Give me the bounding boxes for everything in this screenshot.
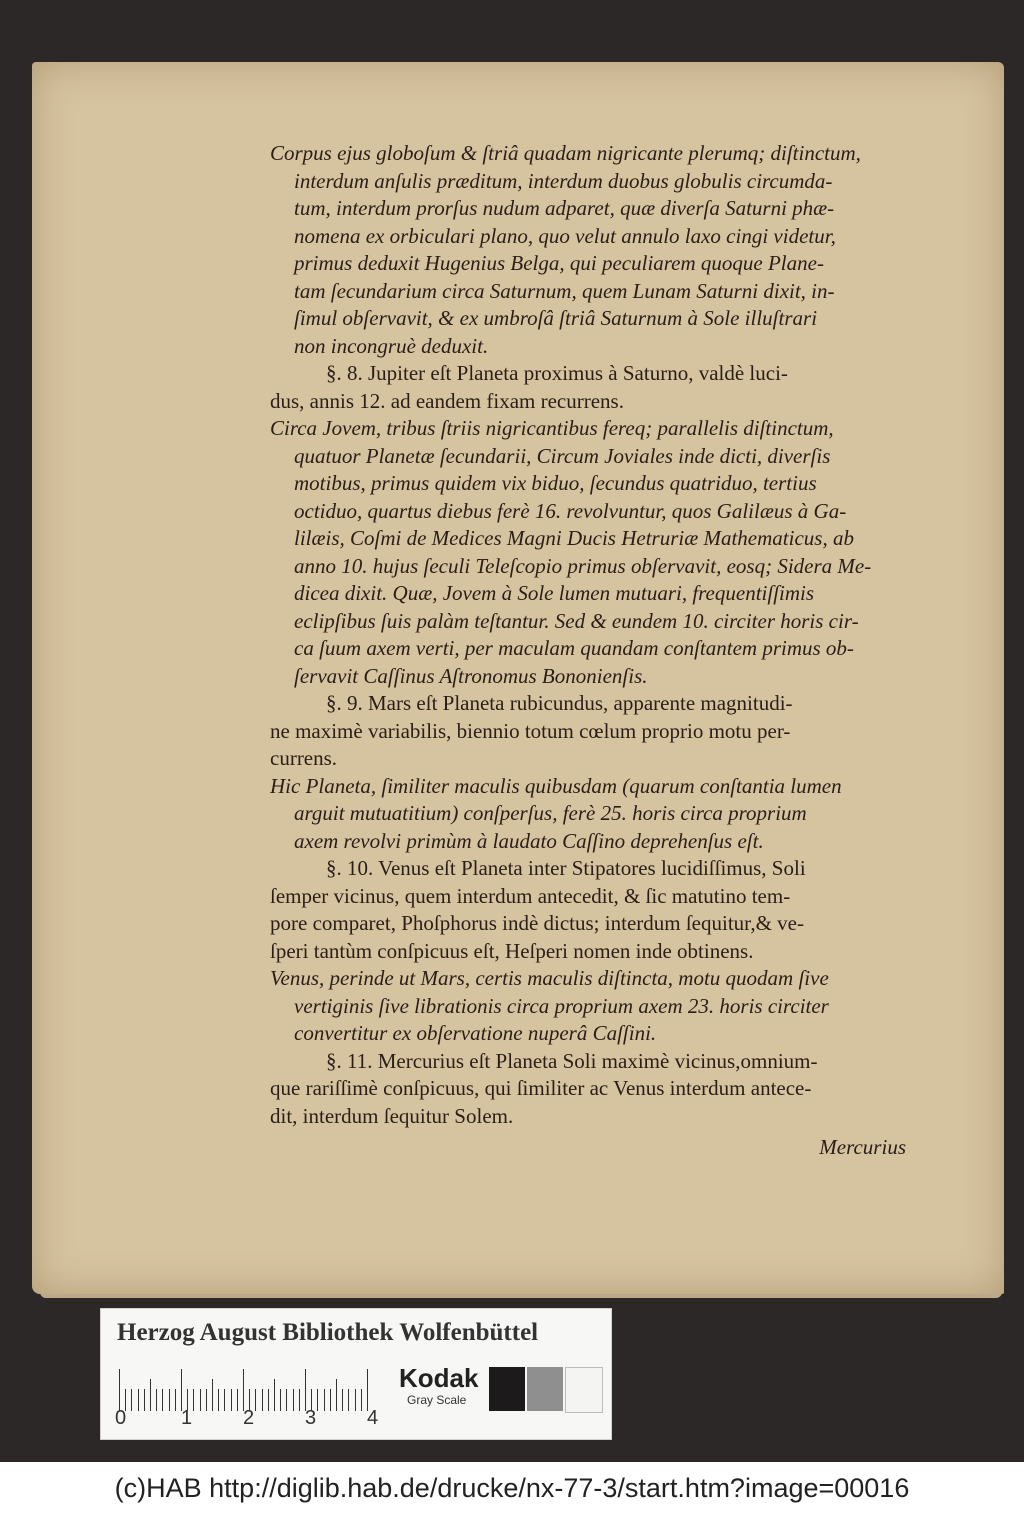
text-line: ca ſuum axem verti, per maculam quandam conſtantem primus ob- [294,636,854,660]
ruler-tick [317,1389,318,1411]
ruler-tick [200,1389,201,1411]
book-text [270,140,906,1162]
text-line: non incongruè deduxit. [294,333,489,358]
text-line: dus, annis 12. ad eandem fixam recurrens. [270,388,624,413]
scale-number-1: 1 [181,1407,193,1429]
text-line: que rariſſimè conſpicuus, qui ſimiliter ac Venus interdum antece- [270,1076,812,1100]
swatch-dark [489,1367,525,1411]
text-line: Circa Jovem, tribus ſtriis nigricantibus fereq; parallelis diſtinctum, [270,416,834,440]
ruler-tick [255,1389,256,1411]
text-line: ſimul obſervavit, & ex umbroſâ ſtriâ Saturnum à Sole illuſtrari [294,306,818,330]
text-line: Venus, perinde ut Mars, certis maculis diſtincta, motu quodam ſive [270,966,829,990]
ruler-tick [169,1389,170,1411]
text-line: tam ſecundarium circa Saturnum, quem Lunam Saturni dixit, in- [294,278,835,303]
text-line: Corpus ejus globoſum & ſtriâ quadam nigricante plerumq; diſtinctum, [270,141,861,165]
text-line: §. 8. Jupiter eſt Planeta proximus à Saturno, valdè luci- [326,361,788,385]
scale-number-2: 2 [243,1407,255,1429]
ruler-tick [138,1389,139,1411]
ruler-tick [361,1389,362,1411]
ruler-tick [162,1389,163,1411]
text-line: §. 10. Venus eſt Planeta inter Stipatores lucidiſſimus, Soli [326,856,806,880]
ruler-tick [181,1369,182,1411]
swatch-light [565,1367,603,1413]
kodak-logo: Kodak [399,1363,479,1393]
ruler-tick [330,1389,331,1411]
text-line: eclipſibus ſuis palàm teſtantur. Sed & eundem 10. circiter horis cir- [294,608,859,633]
text-line: §. 11. Mercurius eſt Planeta Soli maximè vicinus,omnium- [326,1048,818,1073]
text-line: currens. [270,746,338,770]
ruler-tick [131,1389,132,1411]
text-line: tum, interdum prorſus nudum adparet, quæ diverſa Saturni phæ- [294,196,835,220]
ruler-tick [280,1389,281,1411]
color-calibration-card [100,1308,612,1440]
ruler-tick [274,1379,275,1411]
text-line: dit, interdum ſequitur Solem. [270,1103,514,1128]
scale-number-0: 0 [115,1407,127,1429]
text-line: arguit mutuatitium) conſperſus, ferè 25. horis circa proprium [294,801,807,825]
ruler-tick [299,1389,300,1411]
text-lines [270,140,906,1130]
copyright-footer: (c)HAB http://diglib.hab.de/drucke/nx-77-3/start.htm?image=00016 [114,1473,910,1503]
ruler-tick [218,1389,219,1411]
catchword: Mercurius [819,1135,906,1159]
scale-number-3: 3 [305,1407,317,1429]
text-line: anno 10. hujus ſeculi Teleſcopio primus obſervavit, eosq; Sidera Me- [294,553,872,578]
ruler-tick [293,1389,294,1411]
text-line: ne maximè variabilis, biennio totum cœlum proprio motu per- [270,718,791,743]
ruler-tick [231,1389,232,1411]
ruler-tick [119,1369,120,1411]
text-line: lilæis, Coſmi de Medices Magni Ducis Hetruriæ Mathematicus, ab [294,526,854,550]
text-line: nomena ex orbiculari plano, quo velut annulo laxo cingi videtur, [294,223,836,248]
text-line: dicea dixit. Quæ, Jovem à Sole lumen mutuari, frequentiſſimis [294,581,815,605]
ruler-tick [175,1389,176,1411]
text-line: interdum anſulis præditum, interdum duobus globulis circumda- [294,168,833,193]
ruler-tick [212,1379,213,1411]
text-line: octiduo, quartus diebus ferè 16. revolvuntur, quos Galilæus à Ga- [294,498,847,523]
text-line: ſervavit Caſſinus Aſtronomus Bononienſis. [294,663,648,688]
ruler-tick [237,1389,238,1411]
ruler-tick [262,1389,263,1411]
ruler-tick [243,1369,244,1411]
ruler-tick [144,1389,145,1411]
library-name: Herzog August Bibliothek Wolfenbüttel [117,1319,539,1346]
ruler-tick [367,1369,368,1411]
text-line: primus deduxit Hugenius Belga, qui peculiarem quoque Plane- [294,251,824,275]
text-line: ſperi tantùm conſpicuus eſt, Heſperi nomen inde obtinens. [270,938,754,963]
text-line: motibus, primus quidem vix biduo, ſecundus quatriduo, tertius [294,471,817,495]
ruler-tick [336,1379,337,1411]
ruler-tick [286,1389,287,1411]
ruler-tick [348,1389,349,1411]
ruler-tick [324,1389,325,1411]
ruler-tick [150,1379,151,1411]
text-line: axem revolvi primùm à laudato Caſſino deprehenſus eſt. [294,828,764,853]
scale-number-4: 4 [367,1407,379,1429]
ruler-tick [268,1389,269,1411]
gray-scale-label: Gray Scale [407,1393,467,1407]
ruler-tick [342,1389,343,1411]
text-line: ſemper vicinus, quem interdum antecedit, & ſic matutino tem- [270,883,791,908]
ruler-tick [193,1389,194,1411]
ruler-tick [156,1389,157,1411]
text-line: vertiginis ſive librationis circa proprium axem 23. horis circiter [294,993,829,1018]
ruler-tick [224,1389,225,1411]
text-line: pore comparet, Phoſphorus indè dictus; interdum ſequitur,& ve- [270,911,804,935]
scale-ruler [119,1365,383,1411]
ruler-tick [206,1389,207,1411]
ruler-tick [355,1389,356,1411]
ruler-tick [305,1369,306,1411]
text-line: §. 9. Mars eſt Planeta rubicundus, apparente magnitudi- [326,691,793,715]
text-line: quatuor Planetæ ſecundarii, Circum Joviales inde dicti, diverſis [294,443,831,468]
swatch-mid [527,1367,563,1411]
text-line: Hic Planeta, ſimiliter maculis quibusdam (quarum conſtantia lumen [270,773,842,798]
text-line: convertitur ex obſervatione nuperâ Caſſini. [294,1021,657,1045]
